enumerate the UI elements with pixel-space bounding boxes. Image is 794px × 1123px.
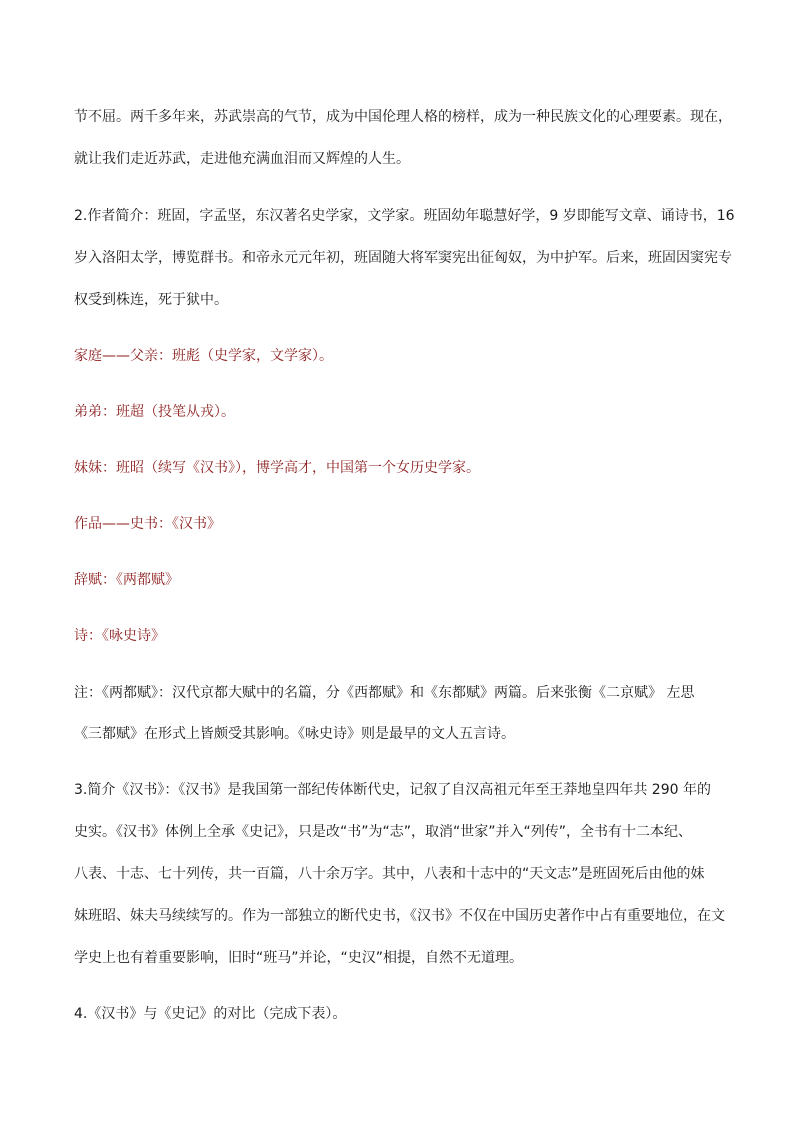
- intro-line-1: 节不屈。两千多年来，苏武崇高的气节，成为中国伦理人格的榜样，成为一种民族文化的心理要素。现在，: [74, 109, 732, 125]
- family-brother: 弟弟：班超（投笔从戎）。: [74, 404, 235, 420]
- works-history: 作品——史书：《汉书》: [74, 516, 221, 532]
- hanshu-line-3: 八表、十志、七十列传，共一百篇，八十余万字。其中，八表和十志中的“天文志”是班固死后由他的妹: [74, 866, 705, 882]
- compare-heading: 4.《汉书》与《史记》的对比（完成下表）。: [74, 1006, 347, 1022]
- works-fu: 辞赋：《两都赋》: [74, 572, 179, 588]
- intro-line-2: 就让我们走近苏武，走进他充满血泪而又辉煌的人生。: [74, 151, 410, 167]
- hanshu-line-1: 3.简介《汉书》：《汉书》是我国第一部纪传体断代史，记叙了自汉高祖元年至王莽地皇四年共 290 年的: [74, 782, 711, 798]
- note-line-1: 注：《两都赋》：汉代京都大赋中的名篇，分《西都赋》和《东都赋》两篇。后来张衡《二京赋》 左思: [74, 685, 695, 701]
- author-intro-line-2: 岁入洛阳太学，博览群书。和帝永元元年初，班固随大将军窦宪出征匈奴，为中护军。后来，班固因窦宪专: [74, 250, 732, 266]
- note-line-2: 《三都赋》在形式上皆颇受其影响。《咏史诗》则是最早的文人五言诗。: [74, 726, 515, 742]
- author-intro-line-1: 2.作者简介：班固，字孟坚，东汉著名史学家，文学家。班固幼年聪慧好学，9 岁即能写文章、诵诗书，16: [74, 208, 735, 224]
- family-father: 家庭——父亲：班彪（史学家，文学家）。: [74, 348, 333, 364]
- hanshu-line-4: 妹班昭、妹夫马续续写的。作为一部独立的断代史书，《汉书》不仅在中国历史著作中占有重要地位，在文: [74, 908, 725, 924]
- hanshu-line-5: 学史上也有着重要影响，旧时“班马”并论，“史汉”相提，自然不无道理。: [74, 950, 524, 966]
- works-poem: 诗：《咏史诗》: [74, 628, 165, 644]
- author-intro-line-3: 权受到株连，死于狱中。: [74, 292, 228, 308]
- family-sister: 妹妹：班昭（续写《汉书》），博学高才，中国第一个女历史学家。: [74, 460, 480, 476]
- hanshu-line-2: 史实。《汉书》体例上全承《史记》，只是改“书”为“志”，取消“世家”并入“列传”，全书有十二本纪、: [74, 824, 693, 840]
